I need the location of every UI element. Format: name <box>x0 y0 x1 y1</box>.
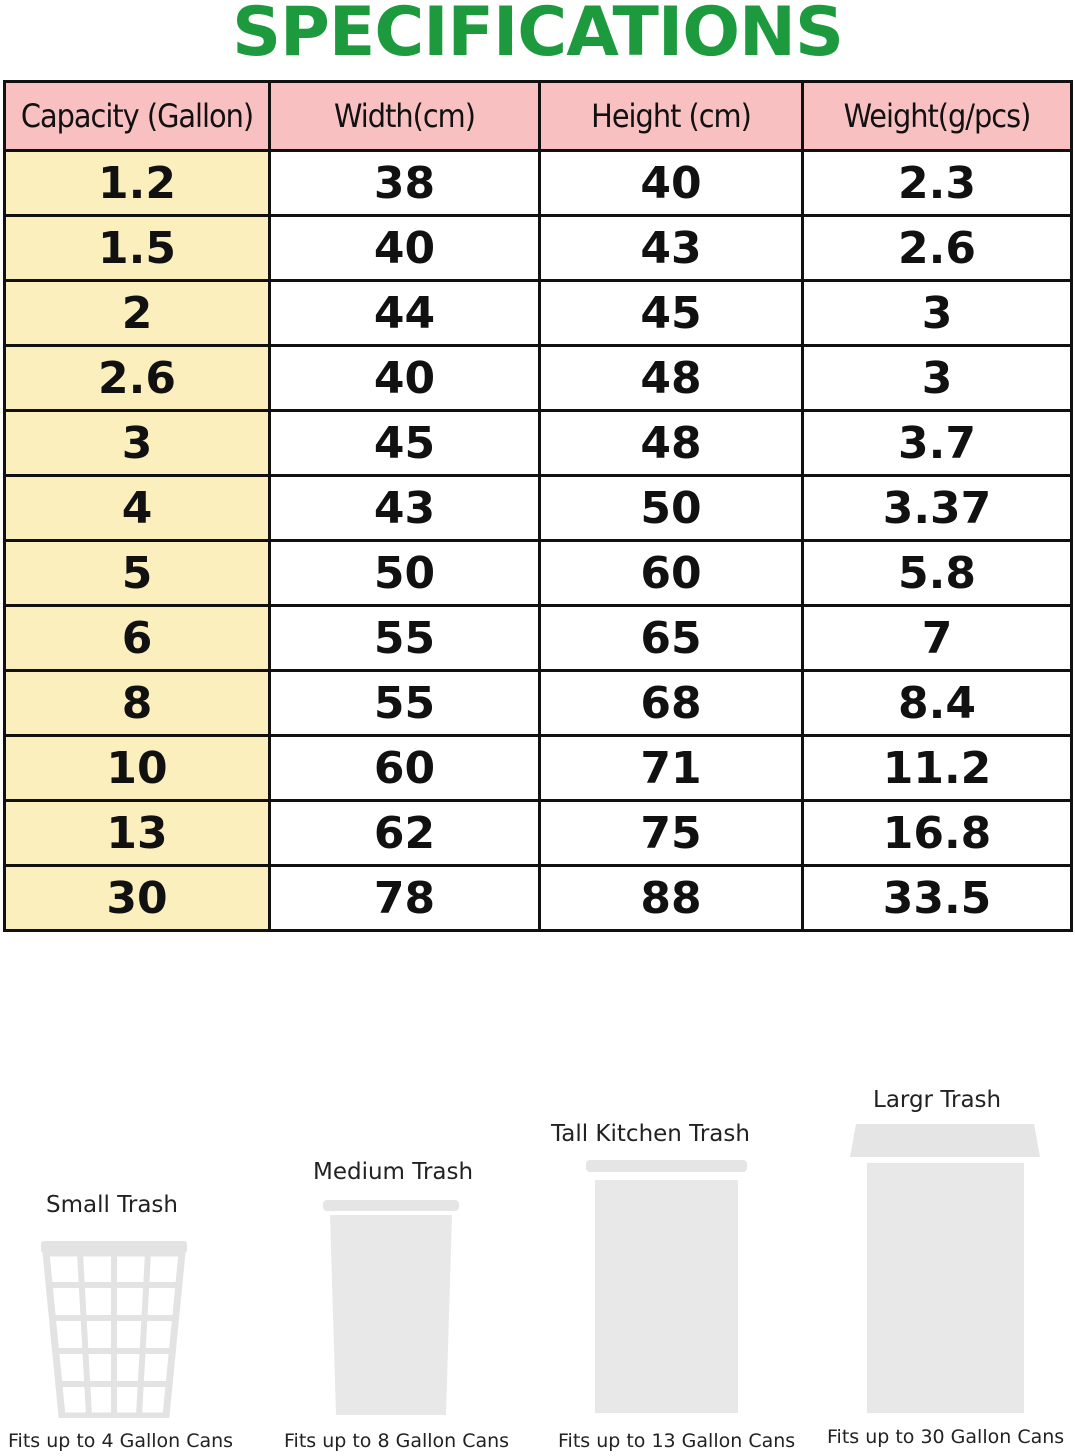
cell-width: 62 <box>270 801 540 866</box>
cell-height: 48 <box>540 411 803 476</box>
cell-weight: 3 <box>803 281 1072 346</box>
cell-weight: 11.2 <box>803 736 1072 801</box>
bin-caption-tall-kitchen: Fits up to 13 Gallon Cans <box>558 1430 796 1452</box>
cell-capacity: 2.6 <box>5 346 270 411</box>
cell-weight: 5.8 <box>803 541 1072 606</box>
cell-weight: 7 <box>803 606 1072 671</box>
cell-height: 71 <box>540 736 803 801</box>
cell-height: 45 <box>540 281 803 346</box>
cell-capacity: 1.2 <box>5 151 270 216</box>
table-row <box>5 216 1072 281</box>
cell-height: 68 <box>540 671 803 736</box>
cell-capacity: 13 <box>5 801 270 866</box>
large-trash-lid-icon <box>850 1124 1040 1158</box>
cell-width: 44 <box>270 281 540 346</box>
table-header-row <box>5 82 1072 151</box>
table-body <box>5 151 1072 931</box>
cell-capacity: 10 <box>5 736 270 801</box>
specifications-table <box>3 80 1073 932</box>
cell-width: 60 <box>270 736 540 801</box>
cell-width: 78 <box>270 866 540 931</box>
cell-capacity: 4 <box>5 476 270 541</box>
cell-height: 75 <box>540 801 803 866</box>
cell-weight: 8.4 <box>803 671 1072 736</box>
cell-weight: 2.6 <box>803 216 1072 281</box>
table-row <box>5 736 1072 801</box>
tall-kitchen-trash-can-icon <box>595 1180 738 1413</box>
header-capacity: Capacity (Gallon) <box>5 82 270 151</box>
cell-weight: 3.37 <box>803 476 1072 541</box>
cell-capacity: 5 <box>5 541 270 606</box>
table-row <box>5 671 1072 736</box>
header-height: Height (cm) <box>540 82 803 151</box>
cell-height: 48 <box>540 346 803 411</box>
cell-width: 40 <box>270 216 540 281</box>
table-row <box>5 151 1072 216</box>
cell-weight: 3.7 <box>803 411 1072 476</box>
cell-capacity: 3 <box>5 411 270 476</box>
tall-kitchen-trash-lid-icon <box>586 1160 747 1172</box>
large-trash-can-icon <box>867 1163 1024 1413</box>
header-width: Width(cm) <box>270 82 540 151</box>
bin-title-small: Small Trash <box>46 1192 178 1218</box>
table-row <box>5 606 1072 671</box>
bin-title-large: Largr Trash <box>873 1087 1002 1113</box>
cell-height: 50 <box>540 476 803 541</box>
cell-width: 50 <box>270 541 540 606</box>
header-weight: Weight(g/pcs) <box>803 82 1072 151</box>
bin-title-medium: Medium Trash <box>313 1159 474 1185</box>
table-row <box>5 281 1072 346</box>
cell-height: 40 <box>540 151 803 216</box>
table-row <box>5 866 1072 931</box>
table-row <box>5 346 1072 411</box>
cell-capacity: 2 <box>5 281 270 346</box>
bin-title-tall-kitchen: Tall Kitchen Trash <box>551 1121 750 1147</box>
cell-weight: 16.8 <box>803 801 1072 866</box>
small-trash-basket-icon <box>40 1240 188 1418</box>
cell-width: 45 <box>270 411 540 476</box>
cell-width: 55 <box>270 671 540 736</box>
cell-capacity: 6 <box>5 606 270 671</box>
cell-width: 43 <box>270 476 540 541</box>
medium-trash-can-icon <box>330 1215 452 1415</box>
bin-caption-small: Fits up to 4 Gallon Cans <box>8 1430 234 1452</box>
table-row <box>5 411 1072 476</box>
bin-caption-large: Fits up to 30 Gallon Cans <box>827 1426 1065 1448</box>
cell-height: 60 <box>540 541 803 606</box>
cell-weight: 3 <box>803 346 1072 411</box>
page-title: SPECIFICATIONS <box>232 0 843 72</box>
cell-height: 65 <box>540 606 803 671</box>
cell-width: 40 <box>270 346 540 411</box>
medium-trash-lid-icon <box>323 1200 459 1211</box>
bin-caption-medium: Fits up to 8 Gallon Cans <box>284 1430 510 1452</box>
cell-capacity: 8 <box>5 671 270 736</box>
cell-width: 38 <box>270 151 540 216</box>
table-row <box>5 541 1072 606</box>
table-row <box>5 476 1072 541</box>
cell-weight: 33.5 <box>803 866 1072 931</box>
cell-weight: 2.3 <box>803 151 1072 216</box>
cell-height: 43 <box>540 216 803 281</box>
table-row <box>5 801 1072 866</box>
cell-capacity: 1.5 <box>5 216 270 281</box>
cell-capacity: 30 <box>5 866 270 931</box>
cell-width: 55 <box>270 606 540 671</box>
cell-height: 88 <box>540 866 803 931</box>
